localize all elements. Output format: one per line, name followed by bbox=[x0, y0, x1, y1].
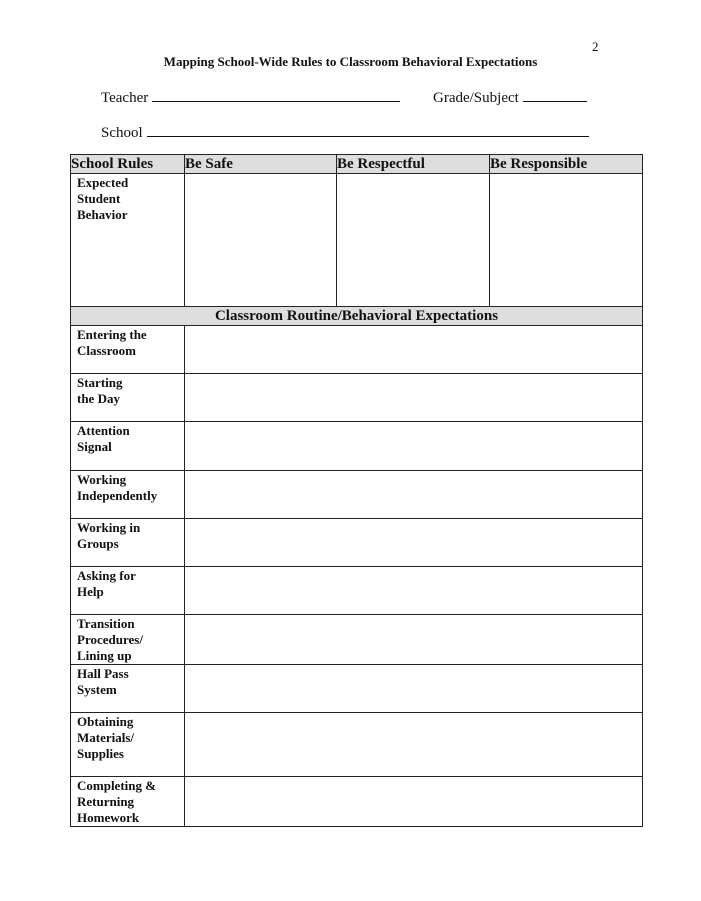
routine-cell[interactable] bbox=[185, 777, 643, 827]
routine-cell[interactable] bbox=[185, 326, 643, 374]
routine-label: Starting the Day bbox=[71, 374, 185, 422]
grade-subject-field bbox=[433, 86, 587, 107]
teacher-label: Teacher bbox=[101, 90, 149, 106]
routine-row bbox=[71, 422, 643, 471]
school-field bbox=[101, 121, 589, 142]
grade-subject-blank-line[interactable] bbox=[523, 86, 587, 102]
routine-cell[interactable] bbox=[185, 519, 643, 567]
page-number: 2 bbox=[592, 39, 599, 54]
be-safe-cell[interactable] bbox=[185, 174, 337, 307]
routine-row bbox=[71, 519, 643, 567]
header-row bbox=[71, 155, 643, 174]
be-respectful-cell[interactable] bbox=[337, 174, 490, 307]
routine-label: Hall Pass System bbox=[71, 665, 185, 713]
routine-cell[interactable] bbox=[185, 471, 643, 519]
document-title: Mapping School-Wide Rules to Classroom Behavioral Expectations bbox=[163, 54, 538, 69]
routine-row bbox=[71, 326, 643, 374]
grade-subject-label: Grade/Subject bbox=[433, 90, 519, 106]
routine-label: Working in Groups bbox=[71, 519, 185, 567]
routine-label: Working Independently bbox=[71, 471, 185, 519]
header-be-safe: Be Safe bbox=[185, 155, 337, 174]
routine-row bbox=[71, 615, 643, 665]
header-school-rules: School Rules bbox=[71, 155, 185, 174]
teacher-field bbox=[101, 86, 400, 107]
routine-row bbox=[71, 471, 643, 519]
routine-row bbox=[71, 665, 643, 713]
routine-cell[interactable] bbox=[185, 374, 643, 422]
teacher-blank-line[interactable] bbox=[152, 86, 400, 102]
routine-row bbox=[71, 713, 643, 777]
school-label: School bbox=[101, 125, 143, 141]
expected-behavior-label: Expected Student Behavior bbox=[71, 174, 185, 307]
section-header-row bbox=[71, 307, 643, 326]
routine-cell[interactable] bbox=[185, 713, 643, 777]
header-be-respectful: Be Respectful bbox=[337, 155, 490, 174]
routine-cell[interactable] bbox=[185, 615, 643, 665]
be-responsible-cell[interactable] bbox=[490, 174, 643, 307]
header-be-responsible: Be Responsible bbox=[490, 155, 643, 174]
routine-cell[interactable] bbox=[185, 422, 643, 471]
routine-row bbox=[71, 777, 643, 827]
routine-label: Attention Signal bbox=[71, 422, 185, 471]
routine-label: Obtaining Materials/ Supplies bbox=[71, 713, 185, 777]
routine-label: Completing & Returning Homework bbox=[71, 777, 185, 827]
school-blank-line[interactable] bbox=[147, 121, 589, 137]
routine-label: Entering the Classroom bbox=[71, 326, 185, 374]
routine-label: Asking for Help bbox=[71, 567, 185, 615]
rules-table bbox=[70, 154, 643, 827]
routine-cell[interactable] bbox=[185, 665, 643, 713]
routine-row bbox=[71, 374, 643, 422]
section-title: Classroom Routine/Behavioral Expectations bbox=[71, 307, 643, 326]
routine-label: Transition Procedures/ Lining up bbox=[71, 615, 185, 665]
routine-row bbox=[71, 567, 643, 615]
routine-cell[interactable] bbox=[185, 567, 643, 615]
expected-behavior-row bbox=[71, 174, 643, 307]
